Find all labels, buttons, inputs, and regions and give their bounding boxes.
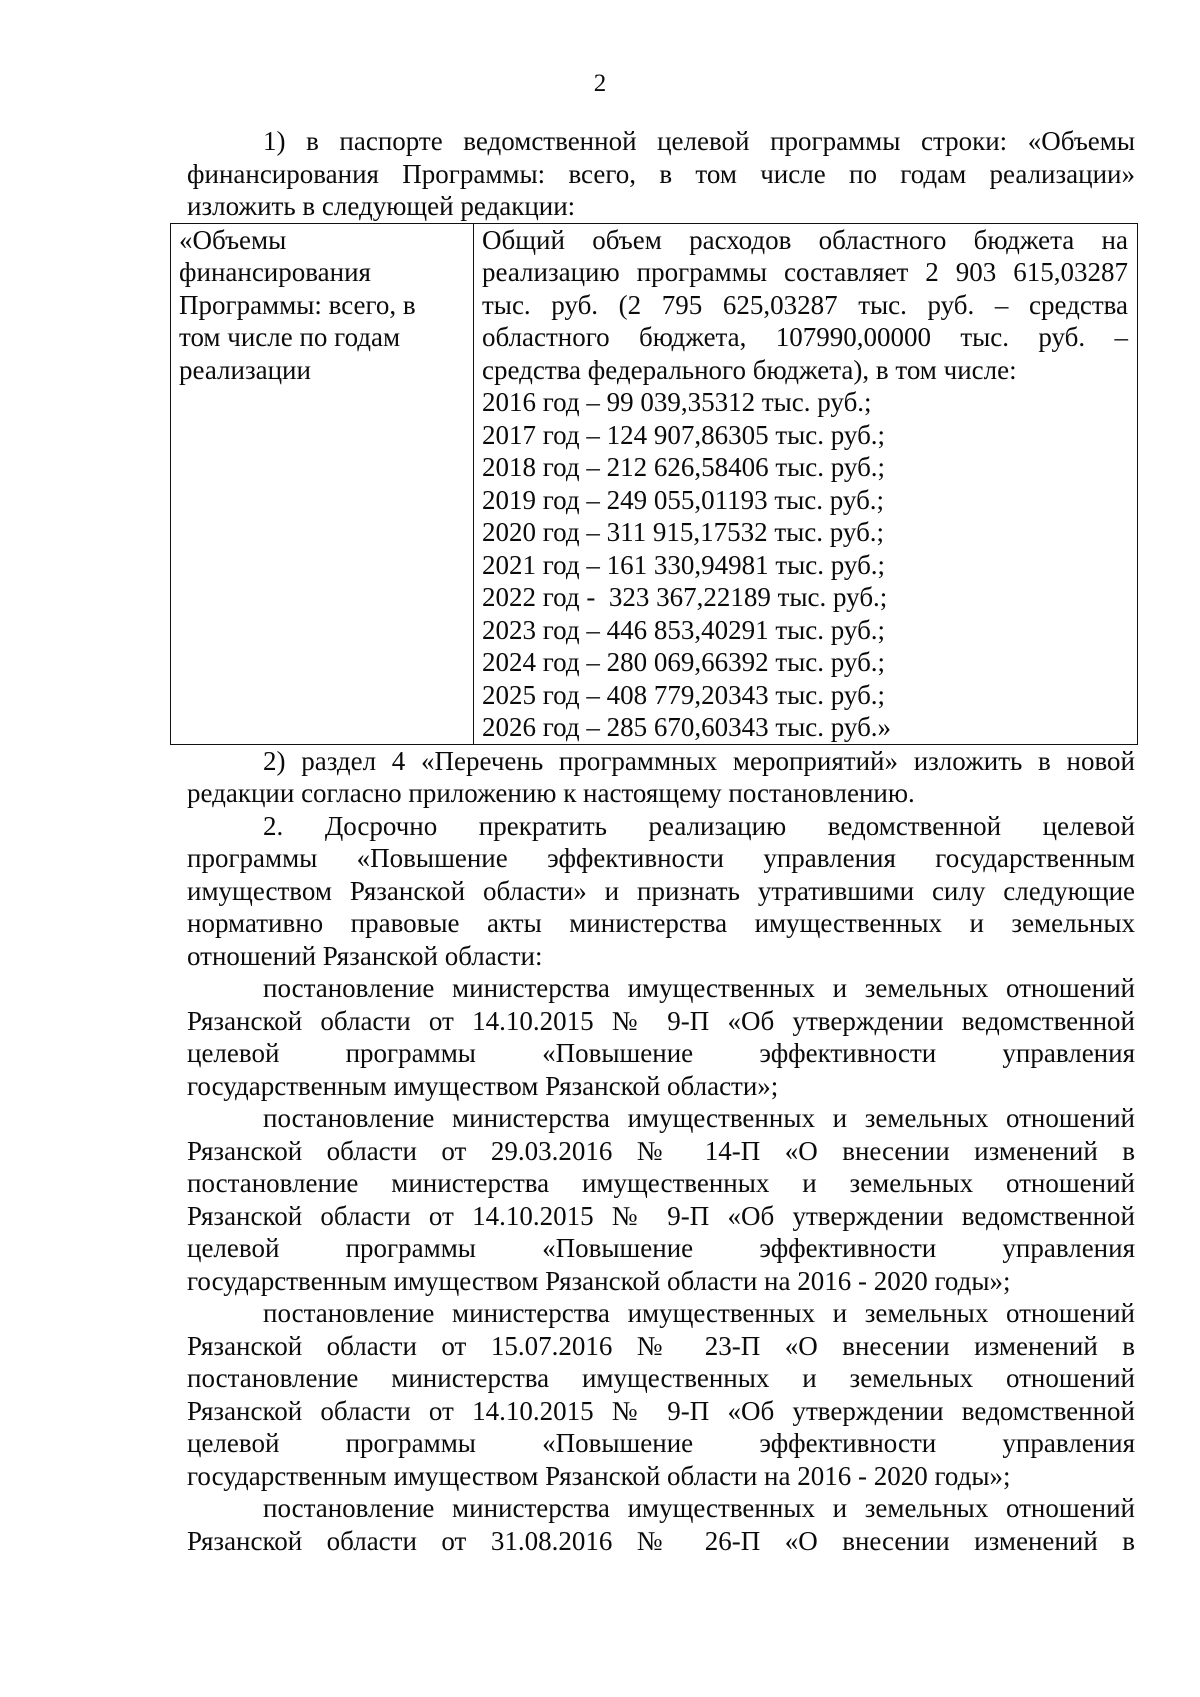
paragraph-line: 2. Досрочно прекратить реализацию ведомственной целевой — [263, 810, 1135, 841]
act-line: Рязанской области от 14.10.2015 № 9-П «Об утверждении ведомственной — [187, 1395, 1135, 1426]
value-line: областного бюджета, 107990,00000 тыс. руб. – — [482, 322, 1128, 352]
paragraph-line: программы «Повышение эффективности управления государственным — [187, 843, 1135, 873]
year-amount-line: 2020 год – 311 915,17532 тыс. руб.; — [482, 517, 885, 547]
table-cell-label — [171, 223, 474, 744]
document-body — [179, 125, 1135, 1557]
value-line: реализацию программы составляет 2 903 615,03287 — [482, 257, 1128, 287]
act-line: постановление министерства имущественных и земельных отношений — [263, 1493, 1135, 1523]
act-item — [187, 1492, 1135, 1557]
table-cell-value — [474, 223, 1138, 744]
act-line: государственным имуществом Рязанской области на 2016 - 2020 годы»; — [187, 1265, 1011, 1296]
intro-line: 1) в паспорте ведомственной целевой программы строки: «Объемы — [263, 126, 1135, 156]
act-line: постановление министерства имущественных и земельных отношений — [263, 1298, 1135, 1328]
label-line: финансирования — [179, 257, 371, 287]
year-amount-line: 2024 год – 280 069,66392 тыс. руб.; — [482, 647, 886, 677]
paragraph-line: 2) раздел 4 «Перечень программных мероприятий» изложить в новой — [263, 745, 1135, 776]
paragraph-line: имуществом Рязанской области» и признать утратившими силу следующие — [187, 875, 1135, 906]
intro-line: изложить в следующей редакции: — [187, 191, 576, 221]
act-line: Рязанской области от 31.08.2016 № 26-П «О внесении изменений в — [187, 1525, 1135, 1556]
year-amount-line: 2021 год – 161 330,94981 тыс. руб.; — [482, 549, 886, 580]
act-item — [187, 1102, 1135, 1297]
act-line: целевой программы «Повышение эффективности управления — [187, 1428, 1135, 1458]
passport-table — [170, 223, 1138, 745]
label-line: Программы: всего, в — [179, 289, 416, 320]
year-amount-line: 2026 год – 285 670,60343 тыс. руб.» — [482, 712, 892, 742]
year-amount-line: 2025 год – 408 779,20343 тыс. руб.; — [482, 679, 886, 710]
year-amount-line: 2018 год – 212 626,58406 тыс. руб.; — [482, 452, 886, 482]
paragraph-line: отношений Рязанской области: — [187, 940, 543, 971]
act-line: целевой программы «Повышение эффективности управления — [187, 1233, 1135, 1263]
act-line: целевой программы «Повышение эффективности управления — [187, 1038, 1135, 1068]
act-line: государственным имуществом Рязанской области на 2016 - 2020 годы»; — [187, 1460, 1011, 1491]
paragraph-2-sub — [187, 745, 1135, 810]
value-line: Общий объем расходов областного бюджета на — [482, 224, 1128, 255]
act-item — [187, 1297, 1135, 1492]
act-line: Рязанской области от 29.03.2016 № 14-П «О внесении изменений в — [187, 1135, 1135, 1166]
paragraph-line: нормативно правовые акты министерства имущественных и земельных — [187, 908, 1135, 938]
intro-line: финансирования Программы: всего, в том числе по годам реализации» — [187, 158, 1135, 189]
year-amount-line: 2023 год – 446 853,40291 тыс. руб.; — [482, 614, 886, 645]
page-number: 2 — [593, 70, 607, 97]
value-line: тыс. руб. (2 795 625,03287 тыс. руб. – средства — [482, 289, 1128, 320]
act-line: государственным имуществом Рязанской области»; — [187, 1070, 779, 1101]
label-line: том числе по годам — [179, 322, 401, 352]
paragraph-2 — [187, 810, 1135, 973]
year-amount-line: 2019 год – 249 055,01193 тыс. руб.; — [482, 484, 885, 515]
table-row — [171, 223, 1138, 744]
year-amount-line: 2017 год – 124 907,86305 тыс. руб.; — [482, 419, 886, 450]
year-amount-line: 2016 год – 99 039,35312 тыс. руб.; — [482, 387, 872, 417]
act-line: постановление министерства имущественных и земельных отношений — [187, 1363, 1135, 1393]
act-line: Рязанской области от 14.10.2015 № 9-П «Об утверждении ведомственной — [187, 1200, 1135, 1231]
act-line: постановление министерства имущественных и земельных отношений — [187, 1168, 1135, 1198]
paragraph-line: редакции согласно приложению к настоящему постановлению. — [187, 778, 915, 808]
act-line: постановление министерства имущественных и земельных отношений — [263, 973, 1135, 1003]
act-line: Рязанской области от 15.07.2016 № 23-П «О внесении изменений в — [187, 1330, 1135, 1361]
intro-paragraph — [187, 125, 1135, 223]
value-line: средства федерального бюджета), в том числе: — [482, 354, 1017, 385]
act-line: постановление министерства имущественных и земельных отношений — [263, 1103, 1135, 1133]
label-line: реализации — [179, 354, 311, 385]
act-item — [187, 972, 1135, 1102]
label-line: «Объемы — [179, 224, 287, 255]
year-amount-line: 2022 год - 323 367,22189 тыс. руб.; — [482, 582, 888, 612]
act-line: Рязанской области от 14.10.2015 № 9-П «Об утверждении ведомственной — [187, 1005, 1135, 1036]
